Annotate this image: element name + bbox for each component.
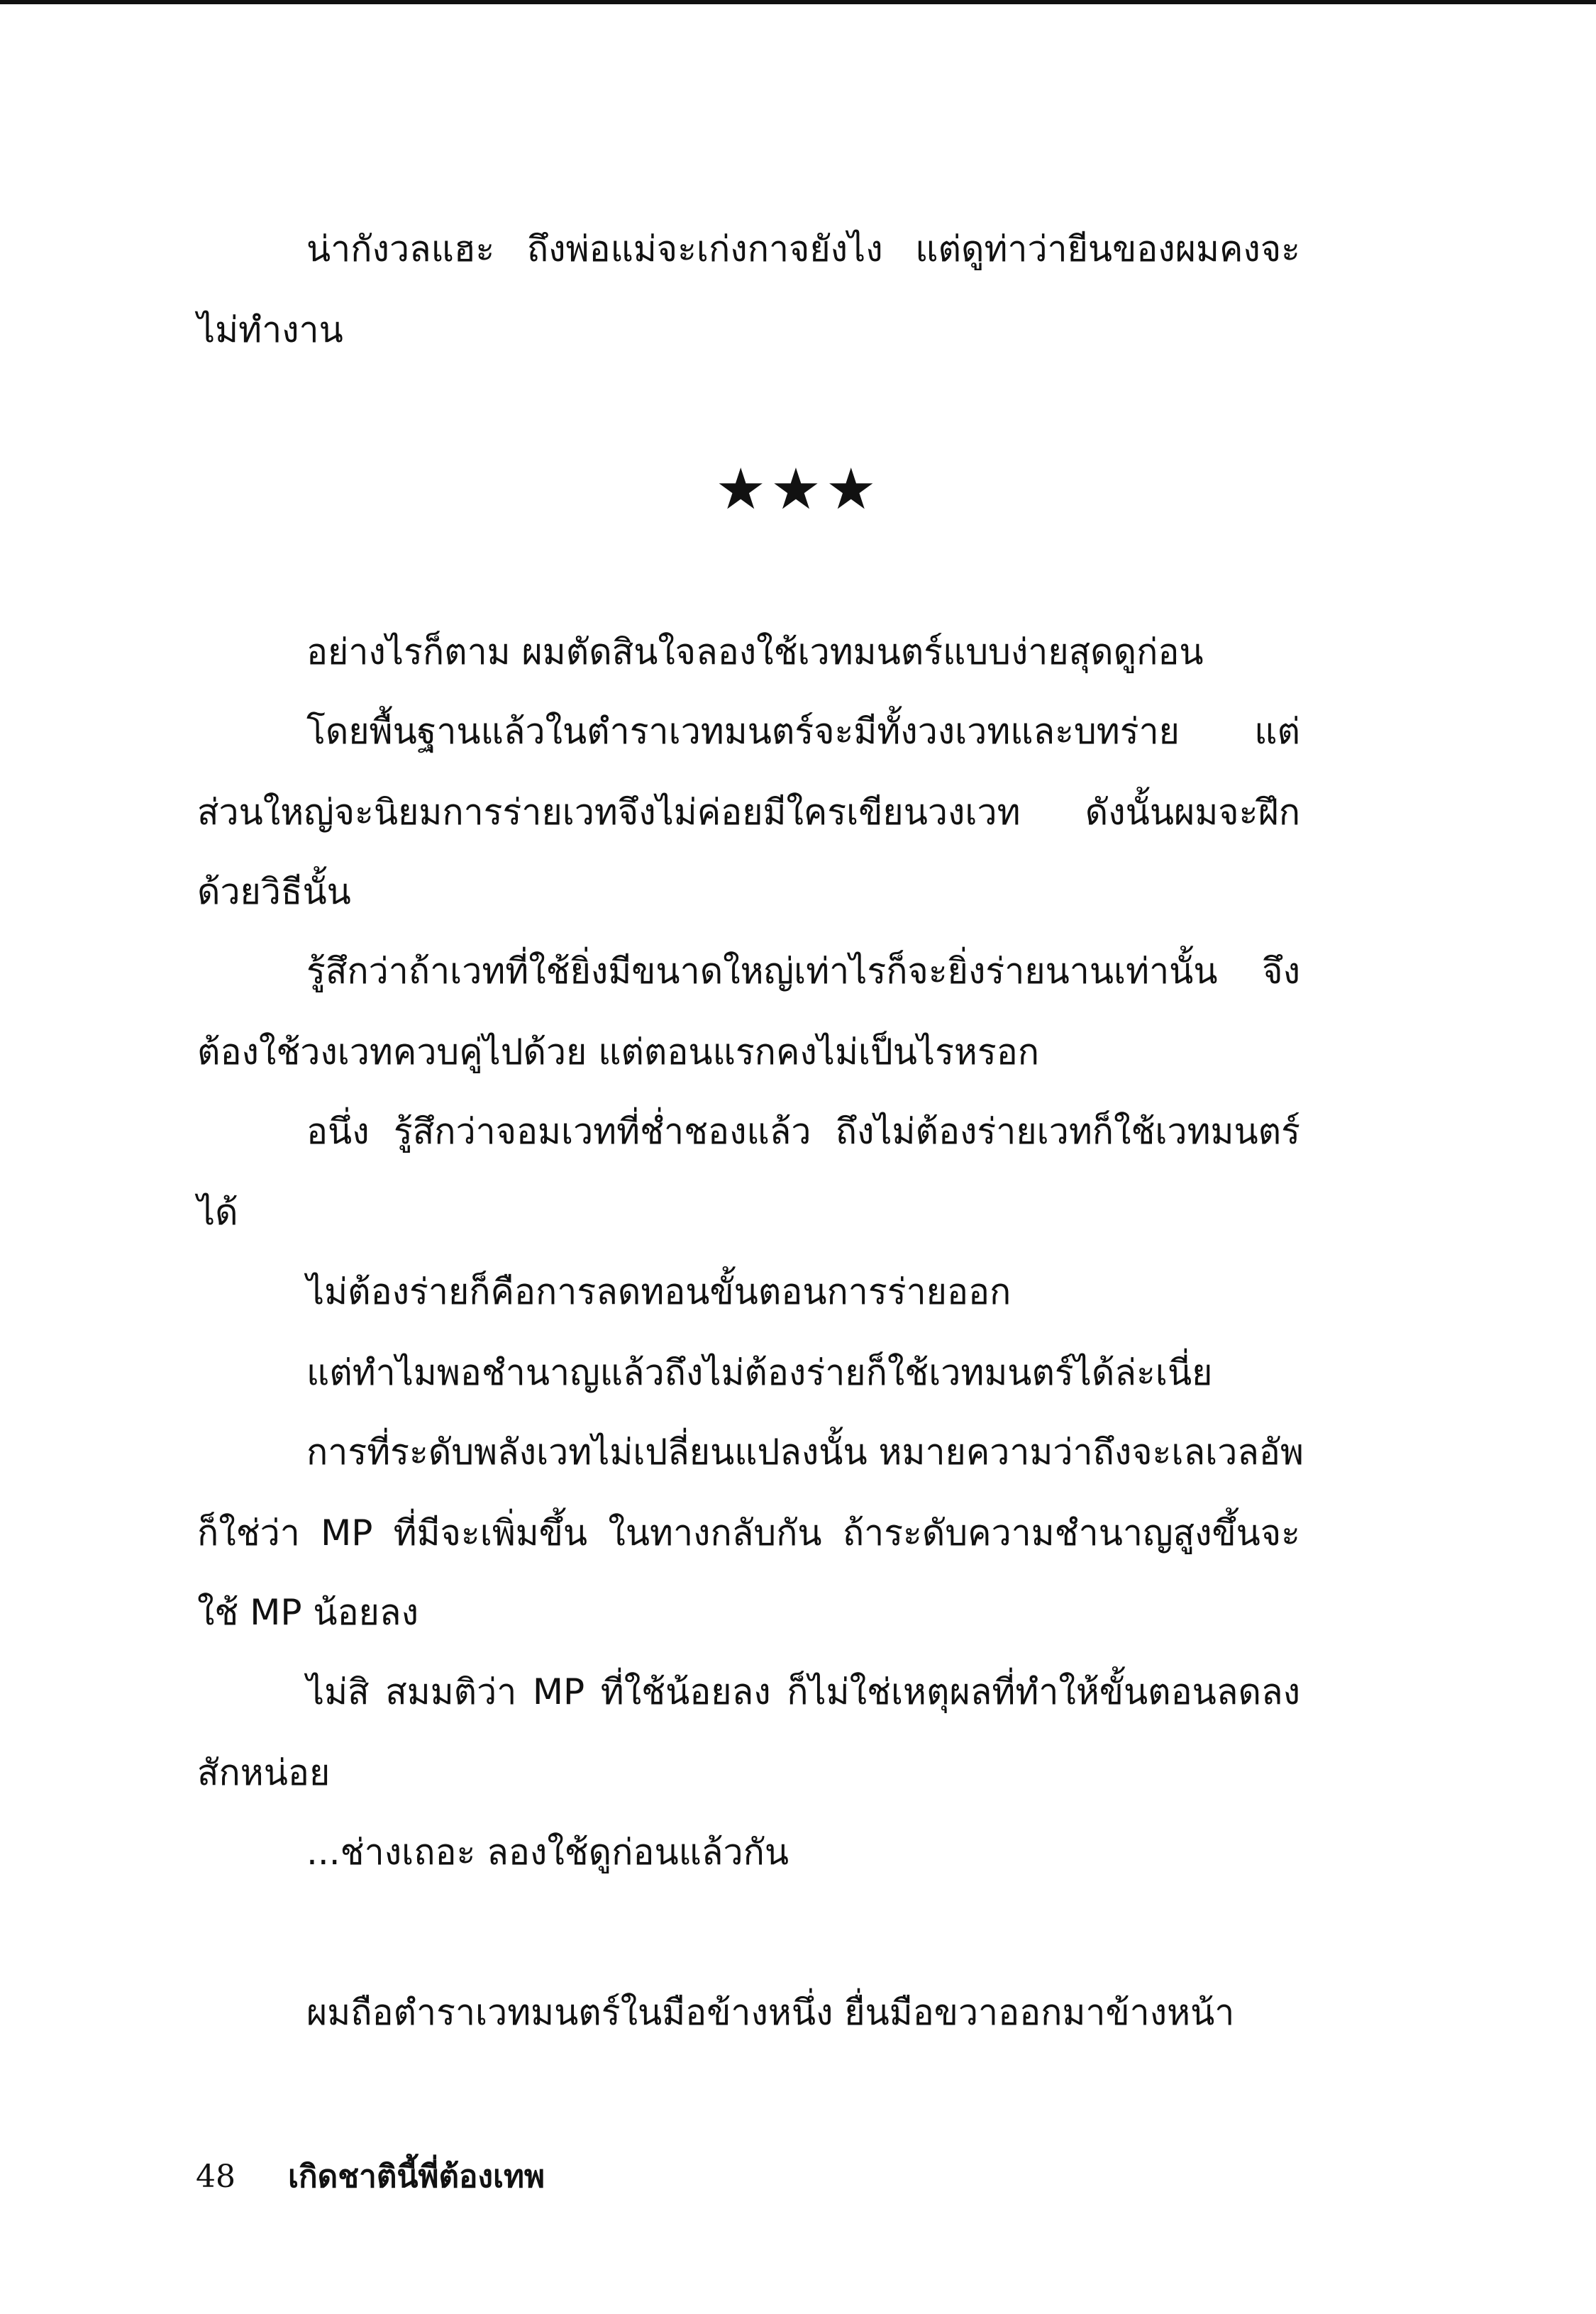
running-title: เกิดชาตินี้พี่ต้องเทพ — [288, 2159, 545, 2195]
text-line: ส่วนใหญ่จะนิยมการร่ายเวทจึงไม่ค่อยมีใครเขียนวงเวท ดังนั้นผมจะฝึก — [197, 792, 1300, 833]
text-line: แต่ทำไมพอชำนาญแล้วถึงไม่ต้องร่ายก็ใช้เวทมนตร์ได้ล่ะเนี่ย — [306, 1352, 1213, 1393]
text-line: รู้สึกว่าถ้าเวทที่ใช้ยิ่งมีขนาดใหญ่เท่าไรก็จะยิ่งร่ายนานเท่านั้น จึง — [306, 951, 1300, 992]
text-line: สักหน่อย — [197, 1752, 331, 1793]
text-line: ไม่ต้องร่ายก็คือการลดทอนขั้นตอนการร่ายออก — [306, 1271, 1012, 1312]
text-line: ไม่สิ สมมติว่า MP ที่ใช้น้อยลง ก็ไม่ใช่เหตุผลที่ทำให้ขั้นตอนลดลง — [306, 1671, 1300, 1712]
text-line: ด้วยวิธีนั้น — [197, 871, 351, 912]
text-line: โดยพื้นฐานแล้วในตำราเวทมนตร์จะมีทั้งวงเวทและบทร่าย แต่ — [306, 711, 1300, 752]
text-line: อย่างไรก็ตาม ผมตัดสินใจลองใช้เวทมนตร์แบบง่ายสุดดูก่อน — [306, 631, 1204, 672]
text-line: ต้องใช้วงเวทควบคู่ไปด้วย แต่ตอนแรกคงไม่เป็นไรหรอก — [197, 1031, 1040, 1073]
scene-break-stars: ★★★ — [715, 456, 881, 522]
text-line: ใช้ MP น้อยลง — [197, 1592, 419, 1633]
text-line: ...ช่างเถอะ ลองใช้ดูก่อนแล้วกัน — [306, 1832, 789, 1873]
text-line: ก็ใช่ว่า MP ที่มีจะเพิ่มขึ้น ในทางกลับกัน ถ้าระดับความชำนาญสูงขึ้นจะ — [197, 1512, 1300, 1554]
text-line: ไม่ทำงาน — [197, 309, 343, 350]
text-line: อนึ่ง รู้สึกว่าจอมเวทที่ช่ำชองแล้ว ถึงไม่ต้องร่ายเวทก็ใช้เวทมนตร์ — [306, 1111, 1300, 1152]
text-line: ผมถือตำราเวทมนตร์ในมือข้างหนึ่ง ยื่นมือขวาออกมาข้างหน้า — [306, 1992, 1235, 2033]
text-line: ได้ — [197, 1192, 238, 1233]
text-line: การที่ระดับพลังเวทไม่เปลี่ยนแปลงนั้น หมายความว่าถึงจะเลเวลอัพ — [306, 1432, 1304, 1473]
page-number: 48 — [196, 2159, 235, 2195]
text-line: น่ากังวลแฮะ ถึงพ่อแม่จะเก่งกาจยังไง แต่ดูท่าว่ายีนของผมคงจะ — [306, 228, 1300, 270]
